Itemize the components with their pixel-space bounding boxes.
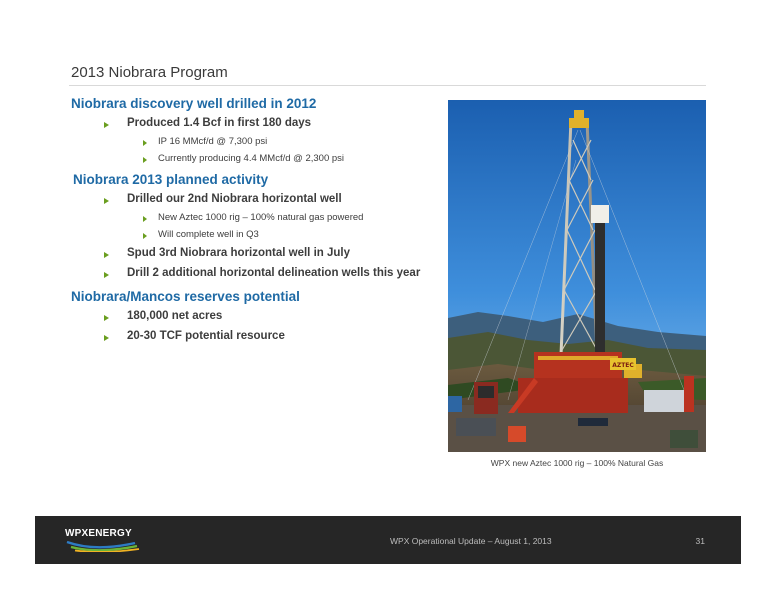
section-heading-reserves: Niobrara/Mancos reserves potential [71,289,300,304]
sub-bullet-text: IP 16 MMcf/d @ 7,300 psi [158,136,268,147]
bullet-arrow-icon [104,252,109,258]
bullet-arrow-icon [104,272,109,278]
slide-title: 2013 Niobrara Program [71,64,228,81]
page-number: 31 [695,536,705,546]
bullet-text: 20-30 TCF potential resource [127,330,285,342]
sub-bullet-text: Currently producing 4.4 MMcf/d @ 2,300 psi [158,153,345,164]
bullet-arrow-icon [104,315,109,321]
section-heading-discovery: Niobrara discovery well drilled in 2012 [71,96,317,111]
logo-swoosh-icon [65,540,155,552]
bullet-text: Produced 1.4 Bcf in first 180 days [127,117,312,129]
sub-bullet-arrow-icon [143,157,147,163]
section-heading-planned-activity: Niobrara 2013 planned activity [73,172,269,187]
bullet-arrow-icon [104,335,109,341]
drilling-rig-photo [448,100,706,452]
bullet-text: Drilled our 2nd Niobrara horizontal well [127,193,342,205]
title-divider [69,85,706,86]
footer-caption: WPX Operational Update – August 1, 2013 [390,536,552,546]
rig-sign-text: AZTEC [612,362,634,369]
sub-bullet-arrow-icon [143,233,147,239]
sub-bullet-text: New Aztec 1000 rig – 100% natural gas powered [158,212,364,223]
sub-bullet-arrow-icon [143,140,147,146]
bullet-text: Spud 3rd Niobrara horizontal well in July [127,247,351,259]
bullet-text: 180,000 net acres [127,310,223,322]
wpx-energy-logo [65,528,155,552]
sub-bullet-text: Will complete well in Q3 [158,229,259,240]
logo-wordmark: WPXENERGY [65,528,132,539]
footer-bar [35,516,741,564]
photo-caption: WPX new Aztec 1000 rig – 100% Natural Gas [490,458,664,468]
bullet-text: Drill 2 additional horizontal delineation wells this year [127,267,421,279]
sub-bullet-arrow-icon [143,216,147,222]
bullet-arrow-icon [104,122,109,128]
bullet-arrow-icon [104,198,109,204]
